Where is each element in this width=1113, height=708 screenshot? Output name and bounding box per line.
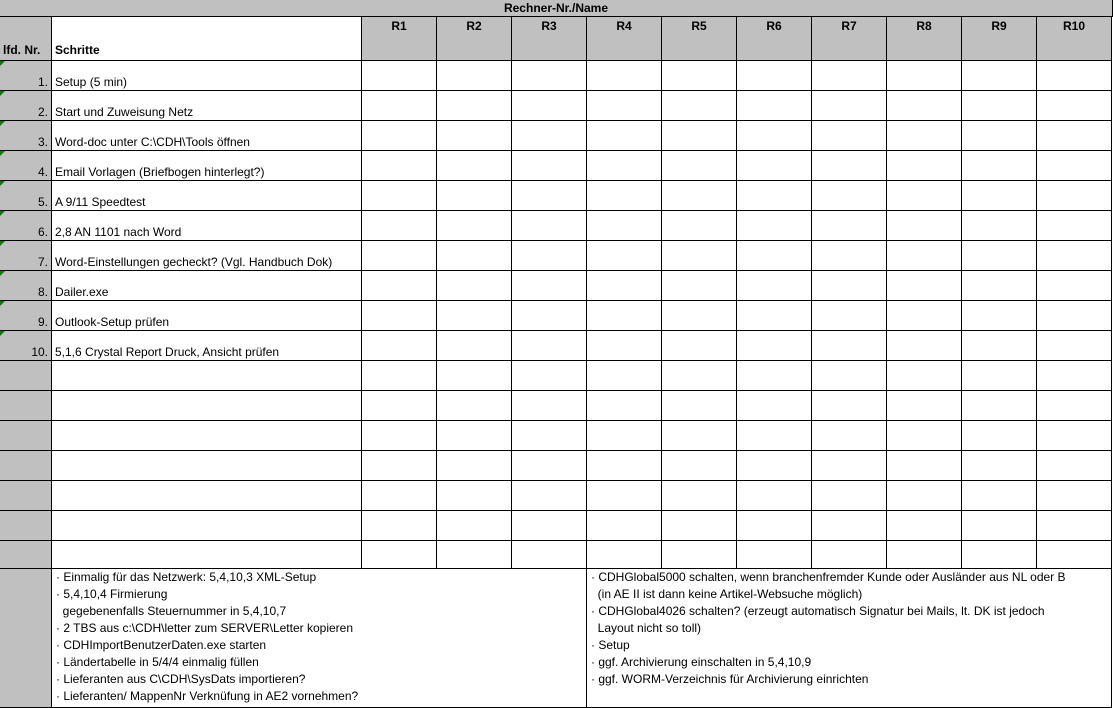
check-cell-r6[interactable] (737, 91, 812, 121)
note-line: gegebenenfalls Steuernummer in 5,4,10,7 (56, 604, 287, 618)
check-cell-r6[interactable] (737, 121, 812, 151)
row-number-empty (0, 511, 52, 541)
column-header-steps: Schritte (52, 17, 362, 61)
check-cell-r4[interactable] (587, 241, 662, 271)
check-cell-r5[interactable] (662, 331, 737, 361)
check-cell-r3[interactable] (512, 331, 587, 361)
step-number: 9. (0, 301, 52, 331)
check-cell-r8[interactable] (887, 211, 962, 241)
check-cell-r8[interactable] (887, 421, 962, 451)
check-cell-r10[interactable] (1037, 121, 1112, 151)
check-cell-r1[interactable] (362, 211, 437, 241)
column-header-r1: R1 (362, 17, 437, 61)
step-number: 1. (0, 61, 52, 91)
step-text-empty[interactable] (52, 451, 362, 481)
check-cell-r9[interactable] (962, 331, 1037, 361)
check-cell-r2[interactable] (437, 481, 512, 511)
check-cell-r10[interactable] (1037, 151, 1112, 181)
check-cell-r10[interactable] (1037, 181, 1112, 211)
check-cell-r8[interactable] (887, 151, 962, 181)
check-cell-r2[interactable] (437, 121, 512, 151)
check-cell-r6[interactable] (737, 151, 812, 181)
check-cell-r1[interactable] (362, 121, 437, 151)
check-cell-r3[interactable] (512, 181, 587, 211)
notes-row-number (0, 569, 52, 708)
check-cell-r4[interactable] (587, 61, 662, 91)
row-number-empty (0, 481, 52, 511)
check-cell-r8[interactable] (887, 451, 962, 481)
step-text[interactable]: Start und Zuweisung Netz (52, 91, 362, 121)
check-cell-r1[interactable] (362, 451, 437, 481)
check-cell-r7[interactable] (812, 481, 887, 511)
check-cell-r10[interactable] (1037, 61, 1112, 91)
step-text[interactable]: 5,1,6 Crystal Report Druck, Ansicht prüfen (52, 331, 362, 361)
comment-indicator (0, 331, 5, 336)
check-cell-r2[interactable] (437, 151, 512, 181)
comment-indicator (0, 121, 5, 126)
check-cell-r8[interactable] (887, 61, 962, 91)
comment-indicator (0, 181, 5, 186)
check-cell-r10[interactable] (1037, 541, 1112, 569)
check-cell-r5[interactable] (662, 421, 737, 451)
check-cell-r10[interactable] (1037, 331, 1112, 361)
check-cell-r6[interactable] (737, 421, 812, 451)
check-cell-r8[interactable] (887, 181, 962, 211)
check-cell-r2[interactable] (437, 331, 512, 361)
check-cell-r3[interactable] (512, 91, 587, 121)
check-cell-r5[interactable] (662, 301, 737, 331)
column-header-r8: R8 (887, 17, 962, 61)
step-text[interactable]: Word-Einstellungen gecheckt? (Vgl. Handbuch Dok) (52, 241, 362, 271)
comment-indicator (0, 61, 5, 66)
check-cell-r8[interactable] (887, 481, 962, 511)
comment-indicator (0, 211, 5, 216)
check-cell-r7[interactable] (812, 301, 887, 331)
check-cell-r3[interactable] (512, 481, 587, 511)
check-cell-r3[interactable] (512, 421, 587, 451)
comment-indicator (0, 151, 5, 156)
check-cell-r1[interactable] (362, 331, 437, 361)
check-cell-r10[interactable] (1037, 91, 1112, 121)
note-line: · Ländertabelle in 5/4/4 einmalig füllen (56, 655, 259, 669)
check-cell-r6[interactable] (737, 211, 812, 241)
check-cell-r5[interactable] (662, 121, 737, 151)
check-cell-r1[interactable] (362, 511, 437, 541)
check-cell-r9[interactable] (962, 241, 1037, 271)
check-cell-r1[interactable] (362, 541, 437, 569)
step-text-empty[interactable] (52, 511, 362, 541)
check-cell-r6[interactable] (737, 271, 812, 301)
column-header-nr: lfd. Nr. (0, 17, 52, 61)
check-cell-r7[interactable] (812, 361, 887, 391)
check-cell-r8[interactable] (887, 271, 962, 301)
step-number: 7. (0, 241, 52, 271)
check-cell-r5[interactable] (662, 451, 737, 481)
check-cell-r5[interactable] (662, 271, 737, 301)
check-cell-r5[interactable] (662, 151, 737, 181)
step-text-empty[interactable] (52, 421, 362, 451)
check-cell-r1[interactable] (362, 391, 437, 421)
column-header-r4: R4 (587, 17, 662, 61)
check-cell-r1[interactable] (362, 181, 437, 211)
check-cell-r9[interactable] (962, 91, 1037, 121)
check-cell-r4[interactable] (587, 331, 662, 361)
check-cell-r3[interactable] (512, 61, 587, 91)
check-cell-r9[interactable] (962, 541, 1037, 569)
note-line: · 5,4,10,4 Firmierung (56, 587, 168, 601)
check-cell-r7[interactable] (812, 211, 887, 241)
check-cell-r3[interactable] (512, 151, 587, 181)
check-cell-r2[interactable] (437, 511, 512, 541)
check-cell-r7[interactable] (812, 241, 887, 271)
step-text[interactable]: Word-doc unter C:\CDH\Tools öffnen (52, 121, 362, 151)
check-cell-r10[interactable] (1037, 301, 1112, 331)
note-line: · 2 TBS aus c:\CDH\letter zum SERVER\Letter kopieren (56, 621, 354, 635)
comment-indicator (0, 271, 5, 276)
check-cell-r5[interactable] (662, 211, 737, 241)
check-cell-r6[interactable] (737, 301, 812, 331)
check-cell-r9[interactable] (962, 301, 1037, 331)
row-number-empty (0, 541, 52, 569)
check-cell-r4[interactable] (587, 151, 662, 181)
note-line: · CDHGlobal5000 schalten, wenn branchenfremder Kunde oder Ausländer aus NL oder B (591, 570, 1066, 584)
check-cell-r4[interactable] (587, 121, 662, 151)
check-cell-r9[interactable] (962, 391, 1037, 421)
step-number: 10. (0, 331, 52, 361)
note-line: · Einmalig für das Netzwerk: 5,4,10,3 XML-Setup (56, 570, 317, 584)
note-line: · ggf. Archivierung einschalten in 5,4,10,9 (591, 655, 812, 669)
check-cell-r2[interactable] (437, 301, 512, 331)
check-cell-r1[interactable] (362, 271, 437, 301)
step-number: 5. (0, 181, 52, 211)
check-cell-r3[interactable] (512, 451, 587, 481)
column-header-r2: R2 (437, 17, 512, 61)
check-cell-r2[interactable] (437, 181, 512, 211)
check-cell-r8[interactable] (887, 301, 962, 331)
check-cell-r9[interactable] (962, 511, 1037, 541)
check-cell-r4[interactable] (587, 511, 662, 541)
check-cell-r2[interactable] (437, 91, 512, 121)
check-cell-r7[interactable] (812, 421, 887, 451)
step-text[interactable]: 2,8 AN 1101 nach Word (52, 211, 362, 241)
check-cell-r4[interactable] (587, 211, 662, 241)
check-cell-r6[interactable] (737, 61, 812, 91)
check-cell-r3[interactable] (512, 211, 587, 241)
check-cell-r7[interactable] (812, 331, 887, 361)
check-cell-r8[interactable] (887, 121, 962, 151)
check-cell-r9[interactable] (962, 421, 1037, 451)
check-cell-r9[interactable] (962, 451, 1037, 481)
note-line: · ggf. WORM-Verzeichnis für Archivierung einrichten (591, 672, 869, 686)
column-header-r6: R6 (737, 17, 812, 61)
check-cell-r6[interactable] (737, 541, 812, 569)
check-cell-r2[interactable] (437, 271, 512, 301)
check-cell-r5[interactable] (662, 61, 737, 91)
step-text[interactable]: Dailer.exe (52, 271, 362, 301)
check-cell-r6[interactable] (737, 511, 812, 541)
notes-left (52, 569, 587, 708)
check-cell-r9[interactable] (962, 121, 1037, 151)
step-text[interactable]: A 9/11 Speedtest (52, 181, 362, 211)
check-cell-r4[interactable] (587, 541, 662, 569)
check-cell-r1[interactable] (362, 91, 437, 121)
check-cell-r6[interactable] (737, 391, 812, 421)
check-cell-r7[interactable] (812, 91, 887, 121)
row-number-empty (0, 361, 52, 391)
row-number-empty (0, 421, 52, 451)
column-header-r10: R10 (1037, 17, 1112, 61)
check-cell-r2[interactable] (437, 541, 512, 569)
check-cell-r9[interactable] (962, 481, 1037, 511)
check-cell-r7[interactable] (812, 181, 887, 211)
check-cell-r8[interactable] (887, 391, 962, 421)
check-cell-r1[interactable] (362, 241, 437, 271)
check-cell-r5[interactable] (662, 91, 737, 121)
check-cell-r4[interactable] (587, 181, 662, 211)
check-cell-r2[interactable] (437, 391, 512, 421)
check-cell-r1[interactable] (362, 151, 437, 181)
row-number-empty (0, 391, 52, 421)
check-cell-r7[interactable] (812, 151, 887, 181)
check-cell-r6[interactable] (737, 241, 812, 271)
check-cell-r2[interactable] (437, 361, 512, 391)
check-cell-r3[interactable] (512, 271, 587, 301)
check-cell-r10[interactable] (1037, 271, 1112, 301)
row-number-empty (0, 451, 52, 481)
check-cell-r4[interactable] (587, 301, 662, 331)
check-cell-r10[interactable] (1037, 211, 1112, 241)
check-cell-r2[interactable] (437, 241, 512, 271)
column-header-r7: R7 (812, 17, 887, 61)
check-cell-r4[interactable] (587, 361, 662, 391)
check-cell-r4[interactable] (587, 421, 662, 451)
check-cell-r1[interactable] (362, 361, 437, 391)
step-number: 3. (0, 121, 52, 151)
check-cell-r10[interactable] (1037, 361, 1112, 391)
check-cell-r7[interactable] (812, 451, 887, 481)
note-line: · CDHImportBenutzerDaten.exe starten (56, 638, 267, 652)
step-text-empty[interactable] (52, 391, 362, 421)
check-cell-r5[interactable] (662, 241, 737, 271)
step-number: 8. (0, 271, 52, 301)
check-cell-r4[interactable] (587, 271, 662, 301)
check-cell-r8[interactable] (887, 541, 962, 569)
check-cell-r6[interactable] (737, 451, 812, 481)
step-text[interactable]: Outlook-Setup prüfen (52, 301, 362, 331)
check-cell-r7[interactable] (812, 271, 887, 301)
check-cell-r10[interactable] (1037, 481, 1112, 511)
note-line: · Lieferanten aus C\CDH\SysDats importieren? (56, 672, 306, 686)
check-cell-r3[interactable] (512, 511, 587, 541)
check-cell-r8[interactable] (887, 331, 962, 361)
check-cell-r1[interactable] (362, 481, 437, 511)
step-text[interactable]: Email Vorlagen (Briefbogen hinterlegt?) (52, 151, 362, 181)
note-line: · Setup (591, 638, 630, 652)
check-cell-r5[interactable] (662, 511, 737, 541)
check-cell-r4[interactable] (587, 451, 662, 481)
note-line: · CDHGlobal4026 schalten? (erzeugt automatisch Signatur bei Mails, lt. DK ist jedoch (591, 604, 1045, 618)
note-line: · Lieferanten/ MappenNr Verknüfung in AE2 vornehmen? (56, 689, 359, 703)
column-header-r5: R5 (662, 17, 737, 61)
check-cell-r7[interactable] (812, 511, 887, 541)
check-cell-r5[interactable] (662, 481, 737, 511)
check-cell-r10[interactable] (1037, 421, 1112, 451)
check-cell-r3[interactable] (512, 301, 587, 331)
notes-right (587, 569, 1112, 708)
step-number: 6. (0, 211, 52, 241)
sheet-title: Rechner-Nr./Name (0, 0, 1113, 17)
check-cell-r5[interactable] (662, 361, 737, 391)
check-cell-r1[interactable] (362, 301, 437, 331)
check-cell-r5[interactable] (662, 391, 737, 421)
check-cell-r4[interactable] (587, 391, 662, 421)
check-cell-r4[interactable] (587, 91, 662, 121)
check-cell-r3[interactable] (512, 121, 587, 151)
column-header-r9: R9 (962, 17, 1037, 61)
check-cell-r9[interactable] (962, 61, 1037, 91)
check-cell-r9[interactable] (962, 181, 1037, 211)
comment-indicator (0, 91, 5, 96)
check-cell-r10[interactable] (1037, 391, 1112, 421)
check-cell-r6[interactable] (737, 361, 812, 391)
check-cell-r2[interactable] (437, 211, 512, 241)
check-cell-r9[interactable] (962, 361, 1037, 391)
step-text[interactable]: Setup (5 min) (52, 61, 362, 91)
check-cell-r3[interactable] (512, 361, 587, 391)
check-cell-r2[interactable] (437, 61, 512, 91)
comment-indicator (0, 241, 5, 246)
step-text-empty[interactable] (52, 541, 362, 569)
check-cell-r10[interactable] (1037, 241, 1112, 271)
check-cell-r1[interactable] (362, 421, 437, 451)
check-cell-r8[interactable] (887, 511, 962, 541)
check-cell-r6[interactable] (737, 331, 812, 361)
note-line: Layout nicht so toll) (591, 621, 702, 635)
check-cell-r9[interactable] (962, 151, 1037, 181)
check-cell-r3[interactable] (512, 241, 587, 271)
check-cell-r2[interactable] (437, 451, 512, 481)
note-line: (in AE II ist dann keine Artikel-Websuche möglich) (591, 587, 863, 601)
check-cell-r8[interactable] (887, 91, 962, 121)
check-cell-r7[interactable] (812, 121, 887, 151)
step-text-empty[interactable] (52, 361, 362, 391)
check-cell-r5[interactable] (662, 181, 737, 211)
check-cell-r1[interactable] (362, 61, 437, 91)
check-cell-r5[interactable] (662, 541, 737, 569)
column-header-r3: R3 (512, 17, 587, 61)
check-cell-r7[interactable] (812, 391, 887, 421)
check-cell-r8[interactable] (887, 241, 962, 271)
step-text-empty[interactable] (52, 481, 362, 511)
comment-indicator (0, 301, 5, 306)
check-cell-r10[interactable] (1037, 451, 1112, 481)
check-cell-r3[interactable] (512, 391, 587, 421)
step-number: 2. (0, 91, 52, 121)
check-cell-r4[interactable] (587, 481, 662, 511)
step-number: 4. (0, 151, 52, 181)
check-cell-r6[interactable] (737, 181, 812, 211)
check-cell-r2[interactable] (437, 421, 512, 451)
check-cell-r7[interactable] (812, 541, 887, 569)
check-cell-r10[interactable] (1037, 511, 1112, 541)
check-cell-r9[interactable] (962, 211, 1037, 241)
check-cell-r7[interactable] (812, 61, 887, 91)
check-cell-r3[interactable] (512, 541, 587, 569)
check-cell-r6[interactable] (737, 481, 812, 511)
check-cell-r9[interactable] (962, 271, 1037, 301)
check-cell-r8[interactable] (887, 361, 962, 391)
